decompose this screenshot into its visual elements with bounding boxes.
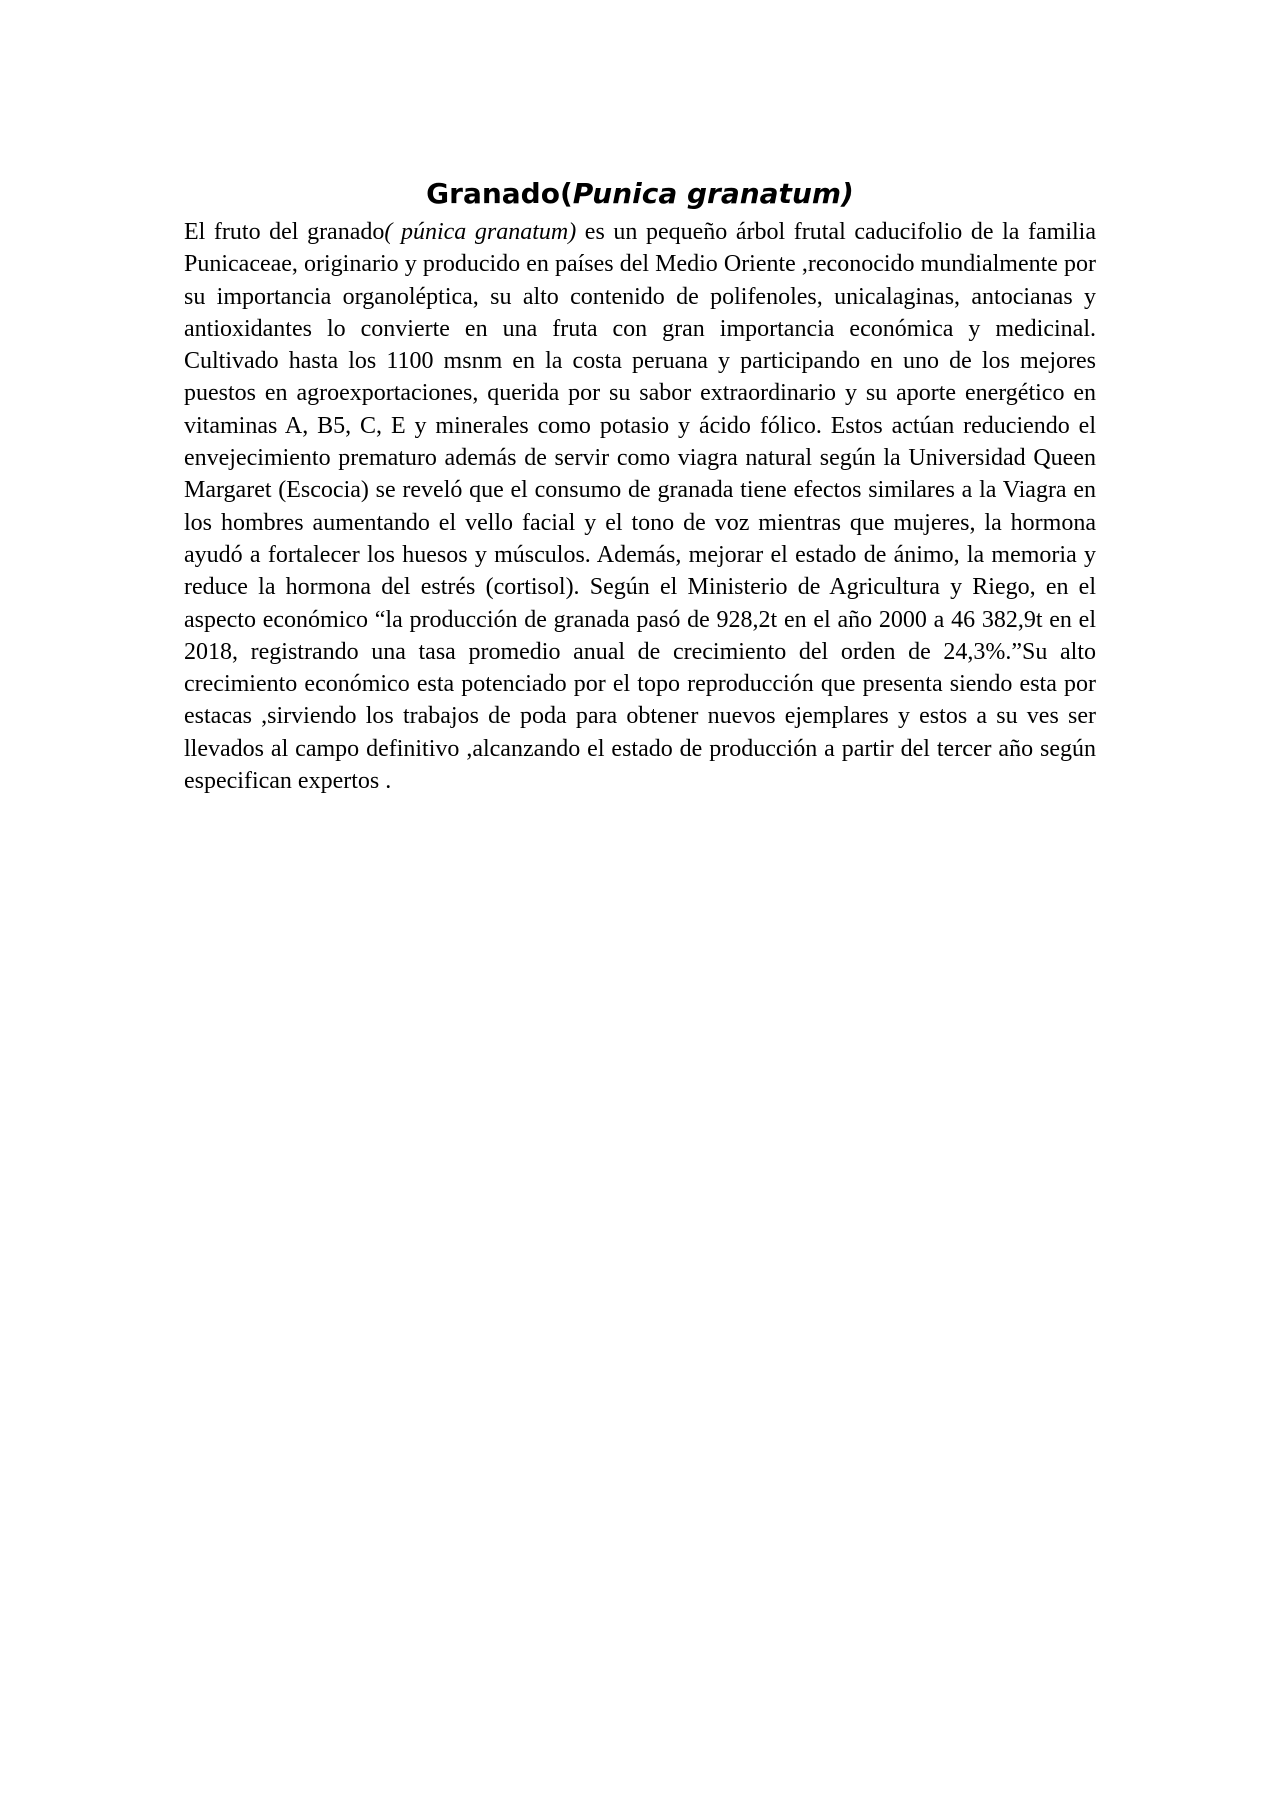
title-scientific-name: Punica granatum): [572, 177, 854, 210]
paragraph-scientific-name: ( púnica granatum): [384, 219, 577, 245]
title-main-text: Granado(: [426, 177, 573, 210]
body-paragraph: [184, 216, 1096, 797]
document-title: [184, 174, 1096, 214]
paragraph-segment-1: El fruto del granado: [184, 219, 385, 245]
paragraph-segment-3: es un pequeño árbol frutal caducifolio de la familia Punicaceae, originario y producido en países del Medio Oriente ,reconocido mundialmente por su importancia organoléptica, su alto contenido de polifenoles, unicalaginas, antocianas y antioxidantes lo convierte en una fruta con gran importancia económica y medicinal. Cultivado hasta los 1100 msnm en la costa peruana y participando en uno de los mejores puestos en agroexportaciones, querida por su sabor extraordinario y su aporte energético en vitaminas A, B5, C, E y minerales como potasio y ácido fólico. Estos actúan reduciendo el envejecimiento prematuro además de servir como viagra natural según la Universidad Queen Margaret (Escocia) se reveló que el consumo de granada tiene efectos similares a la Viagra en los hombres aumentando el vello facial y el tono de voz mientras que mujeres, la hormona ayudó a fortalecer los huesos y músculos. Además, mejorar el estado de ánimo, la memoria y reduce la hormona del estrés (cortisol). Según el Ministerio de Agricultura y Riego, en el aspecto económico “la producción de granada pasó de 928,2t en el año 2000 a 46 382,9t en el 2018, registrando una tasa promedio anual de crecimiento del orden de 24,3%.”Su alto crecimiento económico esta potenciado por el topo reproducción que presenta siendo esta por estacas ,sirviendo los trabajos de poda para obtener nuevos ejemplares y estos a su ves ser llevados al campo definitivo ,alcanzando el estado de producción a partir del tercer año según especifican expertos .: [184, 219, 1096, 795]
